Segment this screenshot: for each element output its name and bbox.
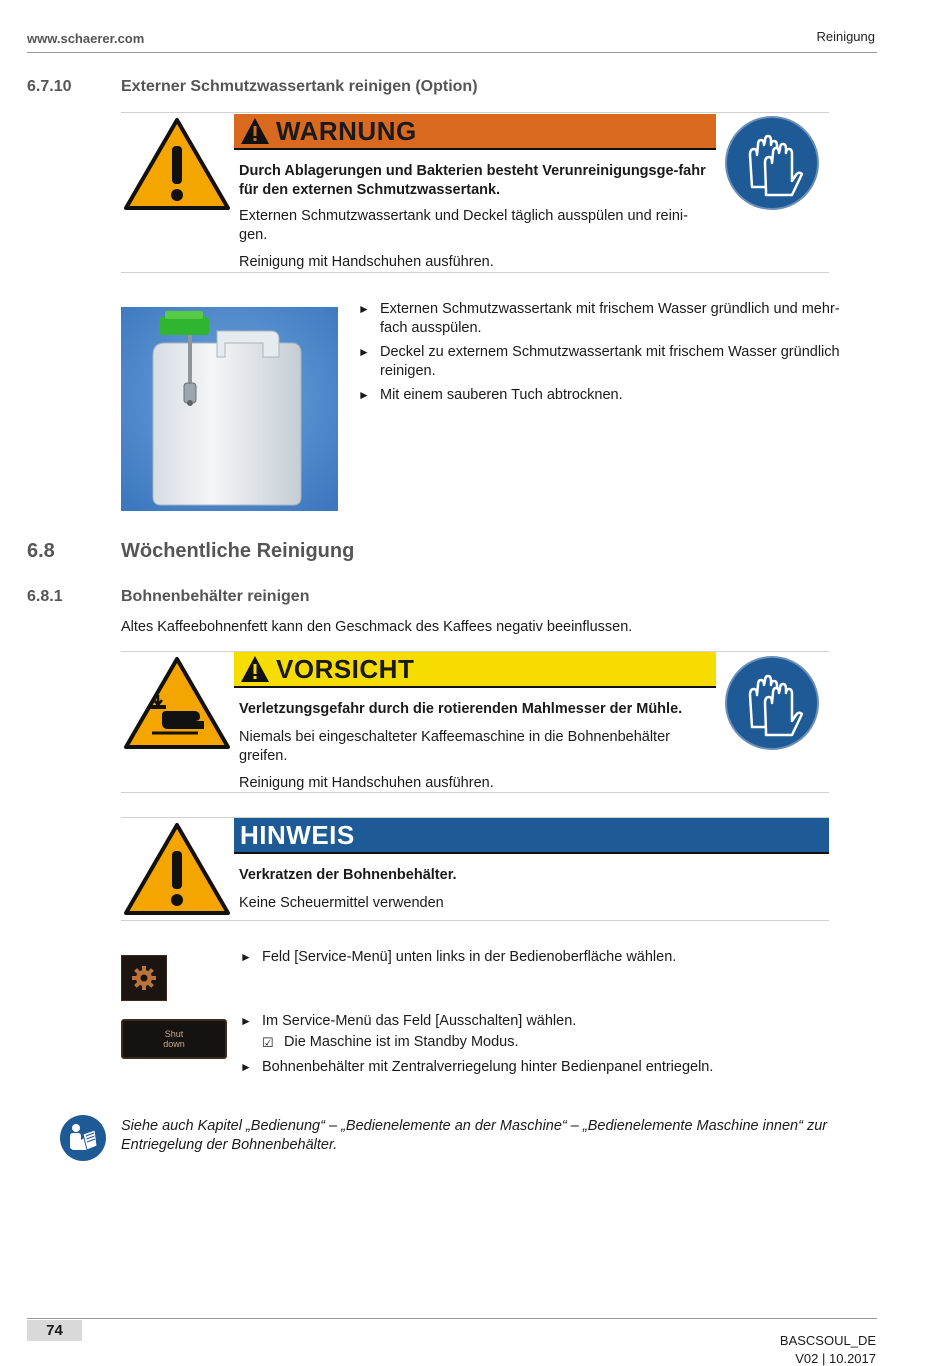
header-url: www.schaerer.com [27, 31, 145, 46]
step-item: ► Deckel zu externem Schmutzwassertank mit frischem Wasser gründlich reinigen. [358, 344, 840, 379]
caution-banner [234, 652, 716, 688]
hand-crush-warning-icon [122, 655, 232, 751]
warning-label: WARNUNG [276, 115, 417, 146]
notice-bottom-rule [121, 920, 829, 921]
warning-text-1: Externen Schmutzwassertank und Deckel täglich ausspülen und reini-gen. [239, 208, 688, 243]
section-title: Bohnenbehälter reinigen [121, 588, 310, 605]
gloves-icon [724, 655, 820, 751]
warning-triangle-icon [122, 821, 232, 917]
step-result: ☑ Die Maschine ist im Standby Modus. [262, 1034, 519, 1050]
caution-bottom-rule [121, 792, 829, 793]
bullet-arrow-icon: ► [240, 950, 252, 964]
footer-divider [27, 1318, 877, 1319]
step-item: ► Feld [Service-Menü] unten links in der Bedienoberfläche wählen. [240, 949, 677, 965]
bullet-arrow-icon: ► [358, 388, 370, 402]
bullet-arrow-icon: ► [240, 1014, 252, 1028]
section-number: 6.7.10 [27, 78, 72, 95]
step-item: ► Mit einem sauberen Tuch abtrocknen. [358, 387, 623, 403]
header-divider [27, 52, 877, 53]
bullet-arrow-icon: ► [358, 302, 370, 316]
notice-banner [234, 818, 829, 854]
service-menu-button[interactable] [121, 955, 167, 1001]
warning-bottom-rule [121, 272, 829, 273]
gear-icon [131, 965, 157, 991]
warning-text-2: Reinigung mit Handschuhen ausführen. [239, 254, 494, 270]
step-item: ► Im Service-Menü das Feld [Ausschalten] wählen. [240, 1013, 577, 1029]
caution-text-2: Reinigung mit Handschuhen ausführen. [239, 775, 494, 791]
step-item: ► Bohnenbehälter mit Zentralverriegelung hinter Bedienpanel entriegeln. [240, 1059, 714, 1075]
warning-bold-text: Durch Ablagerungen und Bakterien besteht Verunreinigungsge-fahr für den externen Schmutzwassertank. [239, 163, 706, 198]
water-tank-image [121, 307, 338, 511]
bullet-arrow-icon: ► [240, 1060, 252, 1074]
notice-bold-text: Verkratzen der Bohnenbehälter. [239, 867, 457, 883]
reference-note: Siehe auch Kapitel „Bedienung“ – „Bedienelemente an der Maschine“ – „Bedienelemente Maschine innen“ zur Entriegelung der Bohnenbehälter. [121, 1118, 828, 1153]
chapter-number: 6.8 [27, 540, 55, 562]
shutdown-label-line2: down [163, 1039, 185, 1049]
caution-bold-text: Verletzungsgefahr durch die rotierenden Mahlmesser der Mühle. [239, 701, 683, 717]
header-section: Reinigung [816, 29, 875, 44]
section-intro: Altes Kaffeebohnenfett kann den Geschmack des Kaffees negativ beeinflussen. [121, 619, 633, 635]
notice-label: HINWEIS [240, 819, 355, 850]
warning-small-icon [240, 117, 270, 145]
doc-id: BASCSOUL_DE [779, 1333, 876, 1348]
page-number: 74 [27, 1320, 82, 1341]
warning-triangle-icon [122, 116, 232, 212]
section-number: 6.8.1 [27, 588, 63, 605]
read-manual-icon [59, 1114, 107, 1162]
warning-small-icon [240, 655, 270, 683]
warning-top-rule [121, 112, 829, 113]
shutdown-label-line1: Shut [164, 1029, 184, 1039]
notice-text-1: Keine Scheuermittel verwenden [239, 895, 444, 911]
warning-banner [234, 114, 716, 150]
gloves-icon [724, 115, 820, 211]
checkbox-checked-icon: ☑ [262, 1035, 274, 1050]
caution-label: VORSICHT [276, 653, 415, 684]
doc-version: V02 | 10.2017 [795, 1351, 876, 1366]
caution-text-1: Niemals bei eingeschalteter Kaffeemaschine in die Bohnenbehälter greifen. [239, 729, 670, 764]
shutdown-button[interactable] [121, 1019, 227, 1059]
chapter-title: Wöchentliche Reinigung [121, 540, 355, 562]
bullet-arrow-icon: ► [358, 345, 370, 359]
step-item: ► Externen Schmutzwassertank mit frischem Wasser gründlich und mehr-fach ausspülen. [358, 301, 840, 336]
section-title: Externer Schmutzwassertank reinigen (Option) [121, 78, 478, 95]
